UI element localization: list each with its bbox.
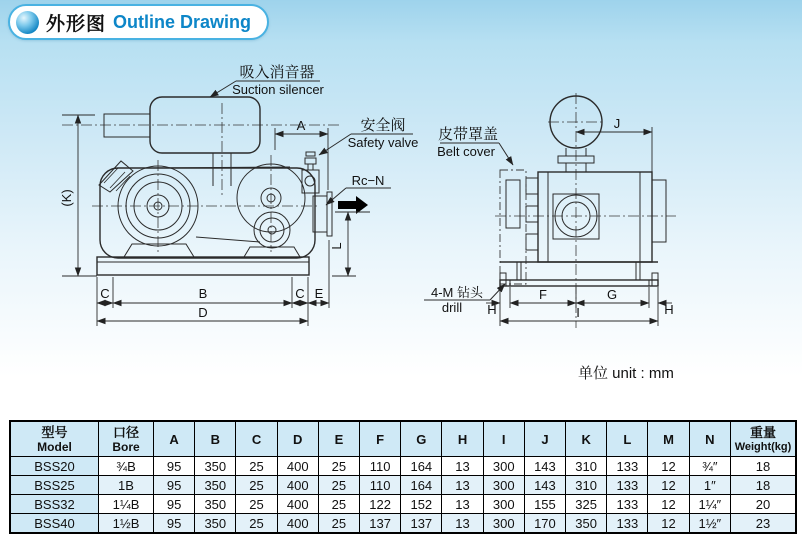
cell-value: 1¼B: [99, 495, 154, 514]
cell-value: 300: [483, 457, 524, 476]
cell-value: 300: [483, 514, 524, 534]
col-header-k: K: [566, 421, 607, 457]
label-belt-cover-en: Belt cover: [437, 144, 495, 159]
label-belt-cover-zh: 皮带罩盖: [437, 126, 499, 143]
cell-value: 25: [236, 457, 277, 476]
cell-value: 13: [442, 476, 483, 495]
dim-label-b: B: [198, 286, 208, 301]
cell-value: 350: [195, 476, 236, 495]
spec-table-container: [9, 420, 797, 534]
col-header-l: L: [607, 421, 648, 457]
col-header-e: E: [318, 421, 359, 457]
cell-value: ¾B: [99, 457, 154, 476]
cell-value: 310: [566, 476, 607, 495]
callout-labels: [210, 63, 674, 382]
cell-value: 12: [648, 514, 689, 534]
dim-label-c2: C: [295, 286, 305, 301]
cell-value: 325: [566, 495, 607, 514]
col-header-b: B: [195, 421, 236, 457]
unit-note: 单位 unit : mm: [578, 365, 674, 382]
dim-label-d: D: [198, 305, 208, 320]
label-suction-silencer-zh: 吸入消音器: [239, 64, 315, 81]
page-title: [8, 4, 269, 40]
cell-value: 310: [566, 457, 607, 476]
col-header-model-zh: 型号: [41, 424, 68, 440]
cell-value: 400: [277, 495, 318, 514]
cell-value: 152: [401, 495, 442, 514]
label-port-thread: Rc−N: [351, 173, 385, 188]
cell-value: 110: [360, 476, 401, 495]
cell-value: 350: [195, 514, 236, 534]
cell-value: 18: [731, 476, 797, 495]
cell-value: 133: [607, 476, 648, 495]
label-suction-silencer-en: Suction silencer: [232, 82, 324, 97]
cell-value: 1B: [99, 476, 154, 495]
cell-model: BSS40: [10, 514, 99, 534]
col-header-m: M: [648, 421, 689, 457]
cell-value: 133: [607, 514, 648, 534]
cell-value: 133: [607, 457, 648, 476]
col-header-weight: [731, 421, 797, 457]
cell-model: BSS20: [10, 457, 99, 476]
cell-value: 13: [442, 514, 483, 534]
dim-label-a: A: [296, 118, 306, 133]
dim-label-e: E: [314, 286, 324, 301]
cell-value: 110: [360, 457, 401, 476]
col-header-h: H: [442, 421, 483, 457]
side-view-drawing: [62, 97, 370, 275]
cell-value: 170: [524, 514, 565, 534]
cell-value: 300: [483, 495, 524, 514]
cell-value: 25: [236, 514, 277, 534]
table-row: [10, 476, 796, 495]
cell-value: 143: [524, 476, 565, 495]
label-drill-en: drill: [441, 300, 463, 315]
cell-value: 12: [648, 495, 689, 514]
col-header-n: N: [689, 421, 730, 457]
col-header-model: [10, 421, 99, 457]
table-row: [10, 495, 796, 514]
cell-value: 133: [607, 495, 648, 514]
dim-label-k: (K): [59, 189, 74, 207]
col-header-weight-zh: 重量: [749, 424, 776, 440]
dim-label-c: C: [100, 286, 110, 301]
cell-value: 25: [318, 514, 359, 534]
col-header-bore: [99, 421, 154, 457]
cell-value: 20: [731, 495, 797, 514]
col-header-i: I: [483, 421, 524, 457]
cell-value: 164: [401, 476, 442, 495]
col-header-d: D: [277, 421, 318, 457]
col-header-a: A: [154, 421, 195, 457]
cell-value: 95: [154, 457, 195, 476]
dim-label-h: H: [487, 302, 497, 317]
table-row: [10, 514, 796, 534]
cell-value: 122: [360, 495, 401, 514]
cell-value: 1¼″: [689, 495, 730, 514]
dim-label-f: F: [539, 287, 547, 302]
cell-value: 164: [401, 457, 442, 476]
cell-value: 95: [154, 495, 195, 514]
col-header-bore-en: Bore: [112, 439, 140, 454]
cell-model: BSS25: [10, 476, 99, 495]
col-header-c: C: [236, 421, 277, 457]
cell-value: 300: [483, 476, 524, 495]
cell-value: 25: [318, 457, 359, 476]
cell-value: 25: [318, 476, 359, 495]
side-view-dimensions: [59, 115, 356, 326]
cell-model: BSS32: [10, 495, 99, 514]
cell-value: 400: [277, 514, 318, 534]
cell-value: 12: [648, 476, 689, 495]
col-header-f: F: [360, 421, 401, 457]
cell-value: 143: [524, 457, 565, 476]
logo-sphere-icon: [16, 11, 39, 34]
cell-value: 400: [277, 476, 318, 495]
label-safety-valve-en: Safety valve: [347, 135, 419, 150]
cell-value: 25: [318, 495, 359, 514]
dim-label-g: G: [606, 287, 618, 302]
cell-value: 23: [731, 514, 797, 534]
cell-value: 25: [236, 495, 277, 514]
spec-table: [9, 420, 797, 534]
dim-label-h2: H: [664, 302, 674, 317]
label-drill-zh: 4-M 钻头: [430, 285, 484, 300]
cell-value: 137: [360, 514, 401, 534]
dim-label-j: J: [613, 116, 621, 131]
cell-value: 95: [154, 476, 195, 495]
cell-value: 95: [154, 514, 195, 534]
cell-value: 13: [442, 495, 483, 514]
dim-label-i: I: [576, 305, 580, 320]
cell-value: 25: [236, 476, 277, 495]
label-safety-valve-zh: 安全阀: [360, 117, 406, 134]
cell-value: ¾″: [689, 457, 730, 476]
cell-value: 350: [566, 514, 607, 534]
title-english: Outline Drawing: [113, 11, 252, 32]
table-row: [10, 457, 796, 476]
col-header-weight-en: Weight(kg): [734, 440, 792, 453]
cell-value: 12: [648, 457, 689, 476]
col-header-j: J: [524, 421, 565, 457]
cell-value: 1½″: [689, 514, 730, 534]
cell-value: 18: [731, 457, 797, 476]
cell-value: 1″: [689, 476, 730, 495]
title-chinese: 外形图: [46, 13, 107, 35]
cell-value: 400: [277, 457, 318, 476]
cell-value: 350: [195, 457, 236, 476]
col-header-model-en: Model: [37, 439, 72, 454]
cell-value: 137: [401, 514, 442, 534]
table-header-row: [10, 421, 796, 457]
cell-value: 350: [195, 495, 236, 514]
cell-value: 13: [442, 457, 483, 476]
cell-value: 155: [524, 495, 565, 514]
dim-label-l: L: [329, 242, 344, 250]
col-header-g: G: [401, 421, 442, 457]
cell-value: 1½B: [99, 514, 154, 534]
col-header-bore-zh: 口径: [112, 424, 139, 440]
